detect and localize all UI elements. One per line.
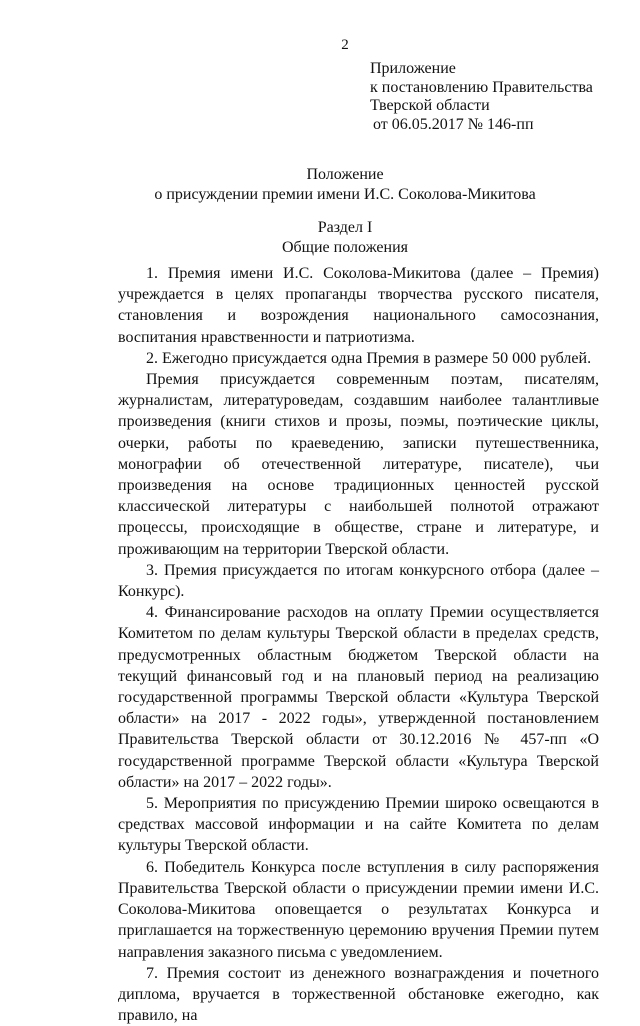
document-title [0, 165, 640, 205]
paragraph: Премия присуждается современным поэтам, писателям, журналистам, литературоведам, создавшим наиболее талантливые произведения (книги стихов и прозы, поэмы, поэтические циклы, очерки, работы по краеведению, записки путешественника, монографии об отечественной литературе, писателе), чьи произведения на основе традиционных ценностей русской классической литературы с наибольшей полнотой отражают процессы, происходящие в обществе, стране и литературе, и проживающим на территории Тверской области. [118, 371, 599, 558]
appendix-block [370, 60, 593, 134]
paragraph: 7. Премия состоит из денежного вознаграждения и почетного диплома, вручается в торжественной обстановке ежегодно, как правило, на [118, 964, 599, 1025]
document-title-line: Положение [306, 166, 384, 183]
paragraph: 2. Ежегодно присуждается одна Премия в размере 50 000 рублей. [146, 349, 592, 367]
appendix-line: Тверской области [370, 97, 490, 114]
appendix-line: от 06.05.2017 № 146-пп [373, 115, 534, 133]
section-number: Раздел I [317, 219, 373, 236]
paragraph: 4. Финансирование расходов на оплату Премии осуществляется Комитетом по делам культуры Тверской области в пределах средств, предусмотренных областным бюджетом Тверской области на текущий финансовый год и на плановый период на реализацию государственной программы Тверской области «Культура Тверской области» на 2017 - 2022 годы», утвержденной постановлением Правительства Тверской области от 30.12.2016 № 457-пп «О государственной программе Тверской области «Культура Тверской области» на 2017 – 2022 годы». [118, 604, 599, 791]
paragraph: 3. Премия присуждается по итогам конкурсного отбора (далее – Конкурс). [118, 561, 599, 601]
page-number: 2 [341, 37, 349, 53]
section-heading [0, 218, 640, 258]
paragraph: 1. Премия имени И.С. Соколова-Микитова (далее – Премия) учреждается в целях пропаганды творчества русского писателя, становления и возрождения национального самосознания, воспитания нравственности и патриотизма. [118, 265, 599, 346]
appendix-line: Приложение [370, 60, 456, 77]
document-body [118, 263, 599, 1026]
paragraph: 6. Победитель Конкурса после вступления в силу распоряжения Правительства Тверской области о присуждении премии имени И.С. Соколова-Микитова оповещается о результатах Конкурса и приглашается на торжественную церемонию вручения Премии путем направления заказного письма с уведомлением. [118, 858, 599, 961]
appendix-line: к постановлению Правительства [370, 78, 593, 96]
document-title-line: о присуждении премии имени И.С. Соколова-Микитова [154, 186, 536, 203]
paragraph: 5. Мероприятия по присуждению Премии широко освещаются в средствах массовой информации и на сайте Комитета по делам культуры Тверской области. [118, 795, 599, 855]
section-title: Общие положения [281, 239, 409, 256]
